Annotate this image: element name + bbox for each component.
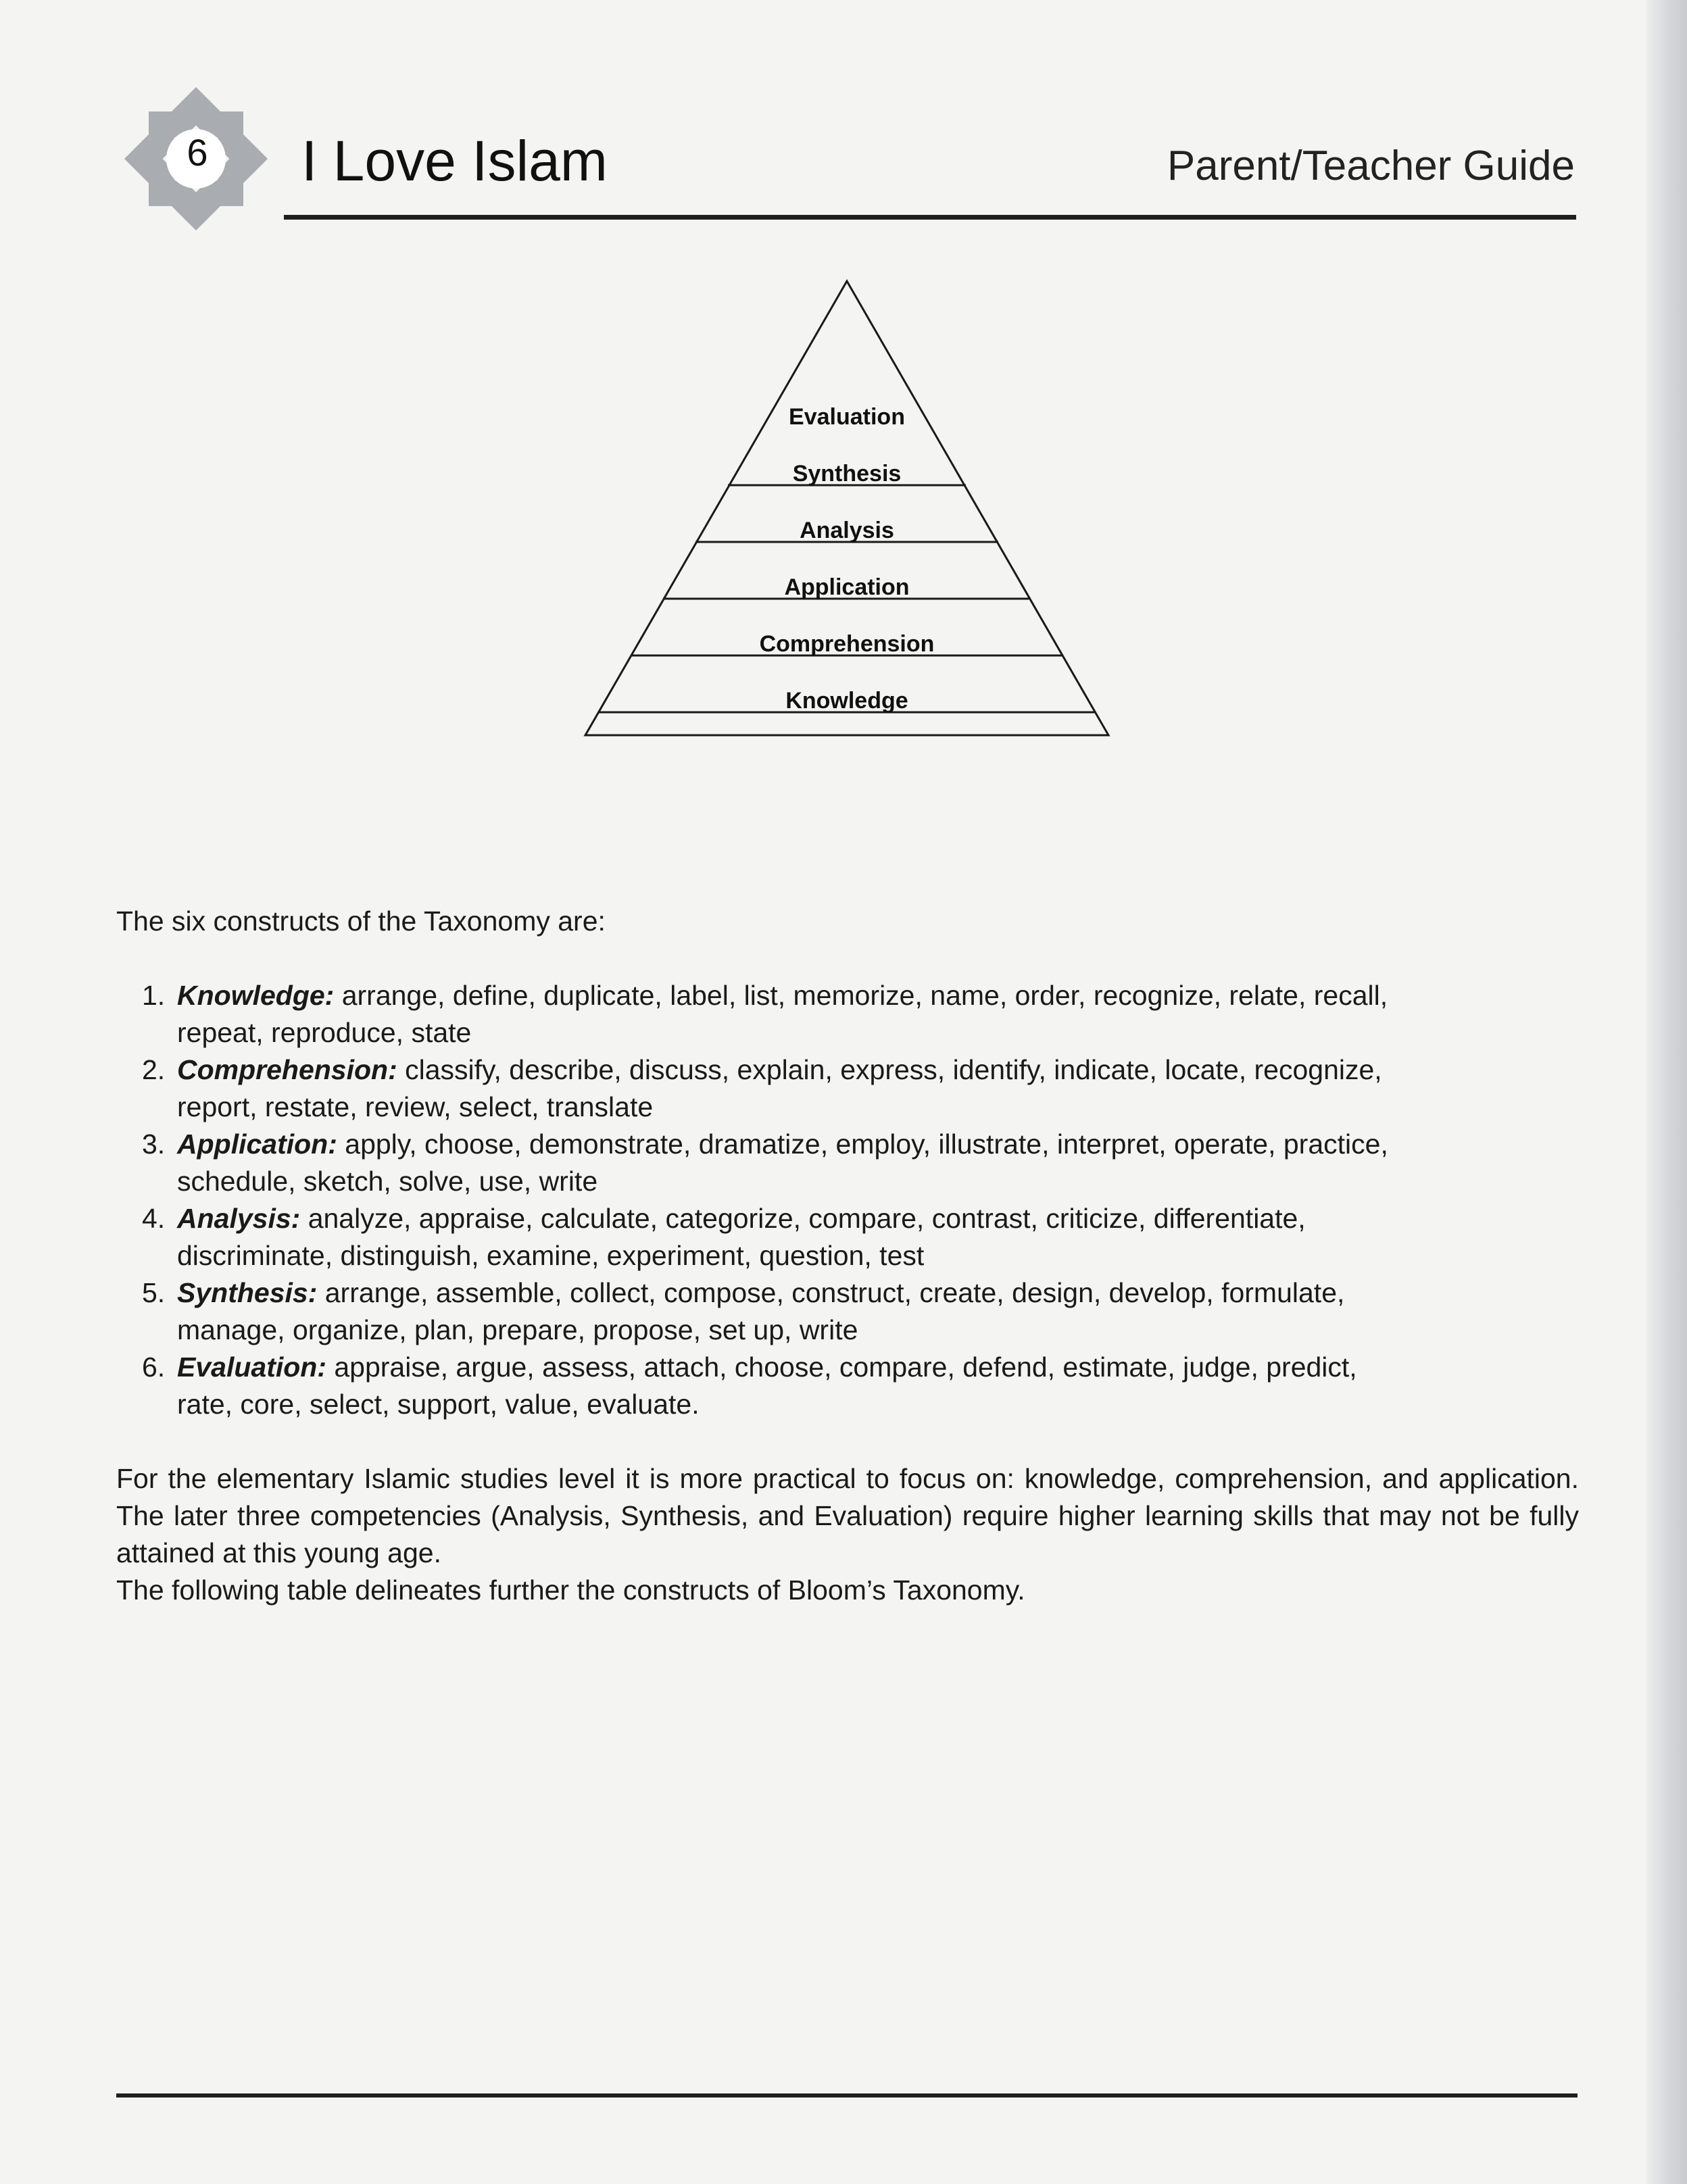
pyramid-level-evaluation: Evaluation — [789, 404, 905, 430]
item-number: 1. — [142, 980, 166, 1011]
pyramid-level-knowledge: Knowledge — [785, 688, 908, 714]
item-number: 3. — [142, 1128, 166, 1160]
construct-verbs: classify, describe, discuss, explain, express, identify, indicate, locate, recognize, — [397, 1054, 1382, 1085]
construct-verbs: arrange, define, duplicate, label, list, memorize, name, order, recognize, relate, recall, — [334, 980, 1388, 1011]
construct-verbs: appraise, argue, assess, attach, choose, compare, defend, estimate, judge, predict, — [326, 1351, 1357, 1383]
bloom-pyramid-diagram — [583, 278, 1111, 738]
construct-term: Evaluation: — [177, 1351, 326, 1383]
table-note: The following table delineates further the constructs of Bloom’s Taxonomy. — [116, 1574, 1025, 1606]
construct-verbs-cont: discriminate, distinguish, examine, experiment, question, test — [177, 1240, 925, 1271]
pyramid-level-application: Application — [784, 574, 910, 600]
book-title: I Love Islam — [301, 129, 608, 193]
item-number: 4. — [142, 1203, 166, 1234]
construct-term: Analysis: — [177, 1203, 301, 1234]
item-number: 6. — [142, 1351, 166, 1383]
pyramid-outline — [585, 281, 1108, 735]
header-divider — [284, 215, 1576, 220]
list-item — [116, 1200, 1569, 1274]
construct-verbs-cont: manage, organize, plan, prepare, propose, set up, write — [177, 1314, 858, 1345]
construct-verbs-cont: rate, core, select, support, value, evaluate. — [177, 1389, 700, 1420]
guide-label: Parent/Teacher Guide — [1167, 143, 1575, 189]
construct-term: Application: — [177, 1128, 337, 1160]
pyramid-level-comprehension: Comprehension — [759, 631, 935, 657]
construct-verbs-cont: repeat, reproduce, state — [177, 1017, 472, 1048]
construct-verbs: analyze, appraise, calculate, categorize, compare, contrast, criticize, differentiate, — [300, 1203, 1306, 1234]
footer-divider — [116, 2093, 1578, 2098]
construct-term: Knowledge: — [177, 980, 335, 1011]
constructs-intro: The six constructs of the Taxonomy are: — [116, 905, 606, 937]
list-item — [116, 1051, 1569, 1126]
list-item — [116, 1274, 1569, 1349]
construct-verbs-cont: report, restate, review, select, translate — [177, 1091, 654, 1122]
list-item — [116, 1126, 1569, 1200]
page-number: 6 — [187, 131, 208, 174]
construct-verbs: arrange, assemble, collect, compose, construct, create, design, develop, formulate, — [317, 1277, 1345, 1308]
list-item — [116, 1349, 1569, 1423]
pyramid-level-analysis: Analysis — [800, 518, 894, 543]
page-edge-shadow — [1646, 0, 1687, 2184]
pyramid-level-synthesis: Synthesis — [792, 461, 902, 487]
construct-verbs: apply, choose, demonstrate, dramatize, employ, illustrate, interpret, operate, practice, — [337, 1128, 1388, 1160]
elementary-level-paragraph: For the elementary Islamic studies level it is more practical to focus on: knowledge, comprehension, and application. The later three competencies (Analysis, Synthesis, and Evaluation) require higher learning skills that may not be fully attained at this young age. — [116, 1463, 1579, 1568]
constructs-list — [116, 977, 1569, 1423]
construct-term: Synthesis: — [177, 1277, 318, 1308]
item-number: 2. — [142, 1054, 166, 1085]
item-number: 5. — [142, 1277, 166, 1308]
construct-verbs-cont: schedule, sketch, solve, use, write — [177, 1166, 598, 1197]
construct-term: Comprehension: — [177, 1054, 397, 1085]
list-item — [116, 977, 1569, 1051]
